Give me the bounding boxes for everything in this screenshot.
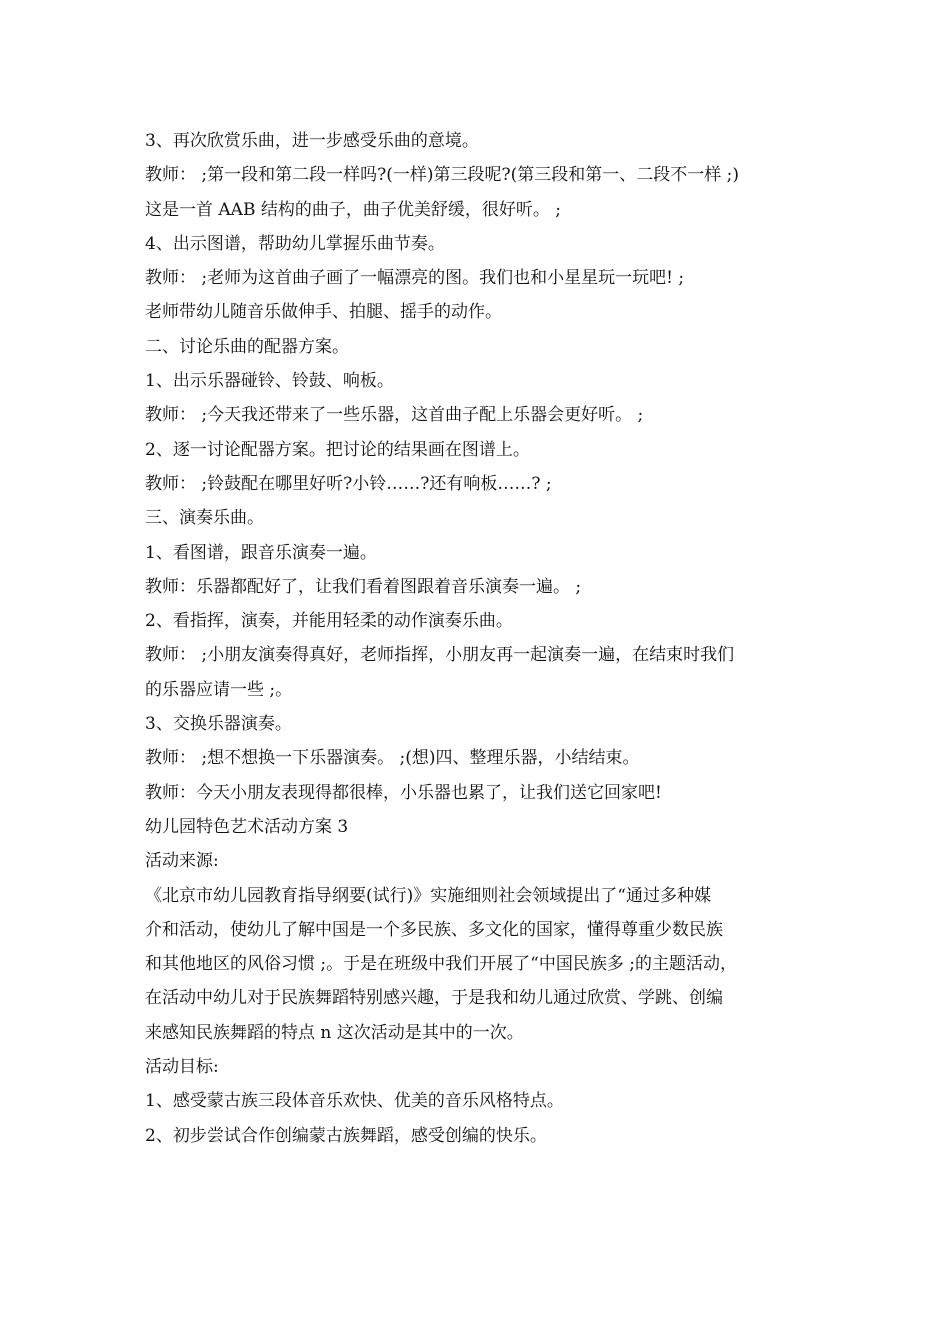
text-line: 教师： ;今天我还带来了一些乐器，这首曲子配上乐器会更好听。 ; xyxy=(145,405,644,426)
text-line: 介和活动，使幼儿了解中国是一个多民族、多文化的国家，懂得尊重少数民族 xyxy=(145,919,723,940)
text-line: 教师： ;想不想换一下乐器演奏。 ;(想)四、整理乐器，小结结束。 xyxy=(145,748,640,769)
text-line: 2、看指挥，演奏，并能用轻柔的动作演奏乐曲。 xyxy=(145,611,513,632)
section-heading: 二、讨论乐曲的配器方案。 xyxy=(145,336,349,357)
text-line: 教师：乐器都配好了，让我们看着图跟着音乐演奏一遍。 ; xyxy=(145,576,582,597)
text-line: 《北京市幼儿园教育指导纲要(试行)》实施细则社会领域提出了“通过多种媒 xyxy=(145,885,711,906)
document-body xyxy=(145,124,815,1153)
text-line: 1、看图谱，跟音乐演奏一遍。 xyxy=(145,542,377,563)
text-line: 3、交换乐器演奏。 xyxy=(145,714,292,735)
text-line: 的乐器应请一些 ;。 xyxy=(145,679,293,700)
text-line: 老师带幼儿随音乐做伸手、拍腿、摇手的动作。 xyxy=(145,302,502,323)
text-line: 教师： ;老师为这首曲子画了一幅漂亮的图。我们也和小星星玩一玩吧! ; xyxy=(145,268,685,289)
text-line: 2、逐一讨论配器方案。把讨论的结果画在图谱上。 xyxy=(145,439,530,460)
text-line: 这是一首 AAB 结构的曲子，曲子优美舒缓，很好听。 ; xyxy=(145,199,561,220)
text-line: 3、再次欣赏乐曲，进一步感受乐曲的意境。 xyxy=(145,131,479,151)
section-heading: 活动目标: xyxy=(145,1057,219,1078)
text-line: 1、出示乐器碰铃、铃鼓、响板。 xyxy=(145,371,394,392)
text-line: 4、出示图谱，帮助幼儿掌握乐曲节奏。 xyxy=(145,233,445,254)
document-title: 幼儿园特色艺术活动方案 3 xyxy=(145,816,349,837)
text-line: 2、初步尝试合作创编蒙古族舞蹈，感受创编的快乐。 xyxy=(145,1125,547,1146)
text-line: 来感知民族舞蹈的特点 n 这次活动是其中的一次。 xyxy=(145,1022,524,1043)
section-heading: 活动来源: xyxy=(145,851,219,872)
section-heading: 三、演奏乐曲。 xyxy=(145,508,264,529)
text-line: 1、感受蒙古族三段体音乐欢快、优美的音乐风格特点。 xyxy=(145,1091,564,1112)
text-line: 教师： ;铃鼓配在哪里好听?小铃……?还有响板……? ; xyxy=(145,473,552,494)
text-line: 教师：今天小朋友表现得都很棒，小乐器也累了，让我们送它回家吧! xyxy=(145,782,662,803)
text-line: 教师： ;第一段和第二段一样吗?(一样)第三段呢?(第三段和第一、二段不一样 ;) xyxy=(145,165,740,186)
text-line: 教师： ;小朋友演奏得真好，老师指挥，小朋友再一起演奏一遍，在结束时我们 xyxy=(145,645,735,666)
text-line: 在活动中幼儿对于民族舞蹈特别感兴趣，于是我和幼儿通过欣赏、学跳、创编 xyxy=(145,988,723,1009)
text-line: 和其他地区的风俗习惯 ;。于是在班级中我们开展了“中国民族多 ;的主题活动， xyxy=(145,954,737,975)
